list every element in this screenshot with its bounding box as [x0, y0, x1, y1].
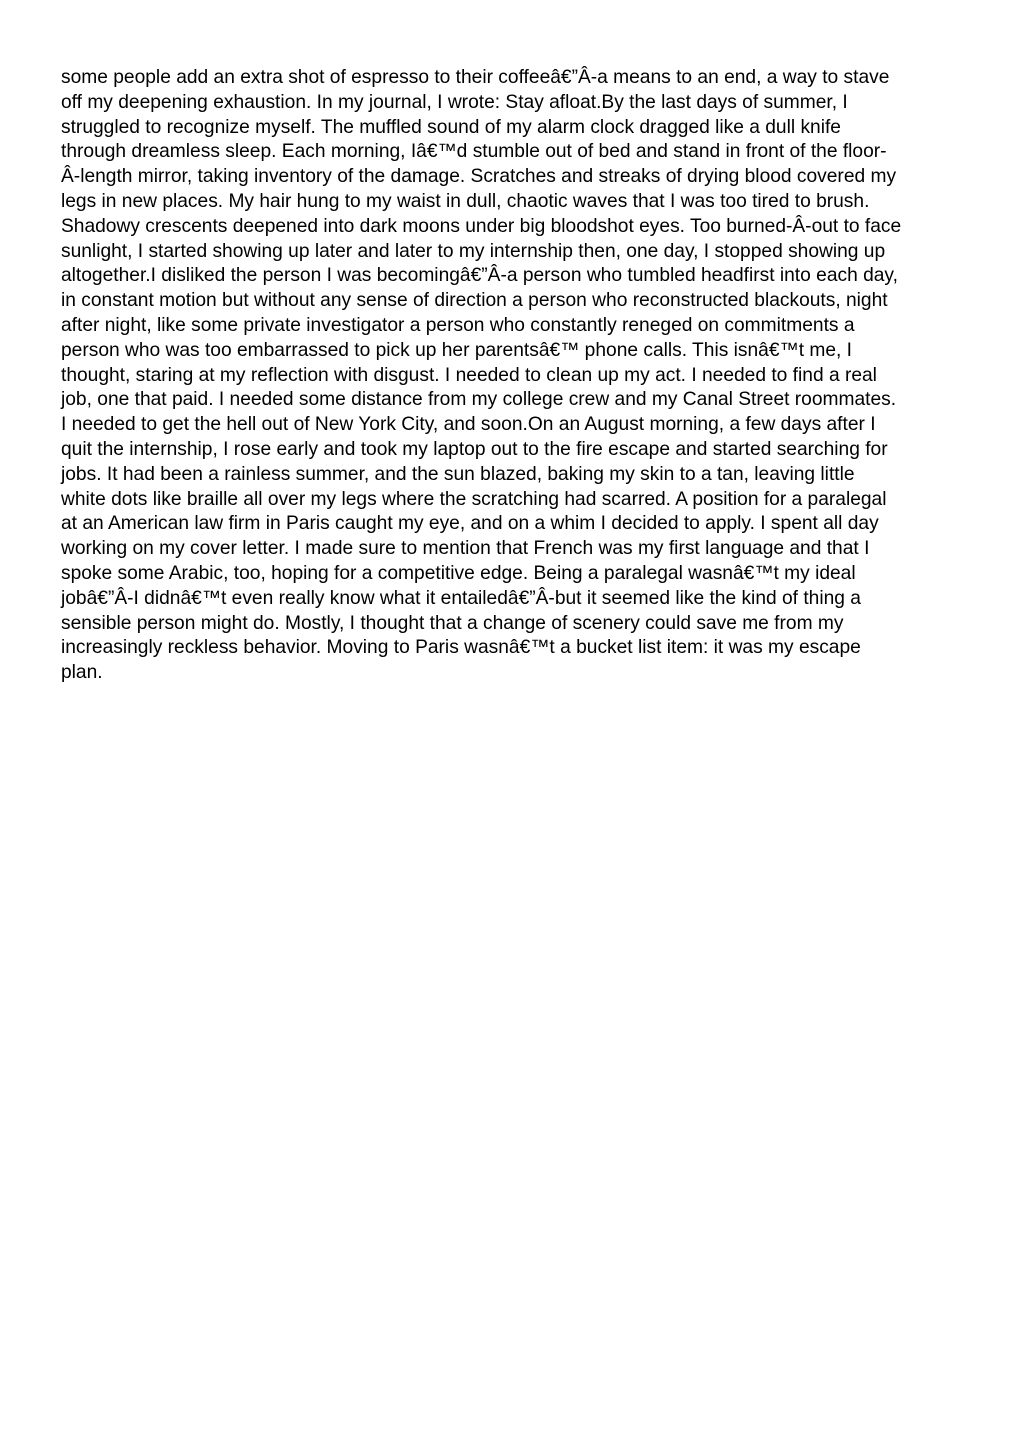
text-line: altogether.I disliked the person I was becomingâ€”Â-a person who tumbled headfirst into each day, — [61, 265, 898, 287]
text-line: jobs. It had been a rainless summer, and the sun blazed, baking my skin to a tan, leaving little — [61, 463, 855, 485]
text-line: jobâ€”Â-I didnâ€™t even really know what it entailedâ€”Â-but it seemed like the kind of thing a — [61, 587, 861, 609]
text-line: in constant motion but without any sense of direction a person who reconstructed blackouts, night — [61, 290, 888, 312]
text-line: some people add an extra shot of espresso to their coffeeâ€”Â-a means to an end, a way to stave — [61, 67, 890, 88]
text-line: thought, staring at my reflection with disgust. I needed to clean up my act. I needed to find a real — [61, 364, 877, 386]
text-line: through dreamless sleep. Each morning, Iâ€™d stumble out of bed and stand in front of the floor- — [61, 141, 887, 163]
body-text — [61, 66, 981, 686]
text-line: struggled to recognize myself. The muffled sound of my alarm clock dragged like a dull knife — [61, 116, 841, 138]
text-line: after night, like some private investigator a person who constantly reneged on commitments a — [61, 314, 855, 336]
text-line: working on my cover letter. I made sure to mention that French was my first language and that I — [61, 538, 870, 560]
text-line: at an American law firm in Paris caught my eye, and on a whim I decided to apply. I spent all day — [61, 513, 879, 535]
text-line: legs in new places. My hair hung to my waist in dull, chaotic waves that I was too tired to brush. — [61, 190, 870, 212]
text-line: sensible person might do. Mostly, I thought that a change of scenery could save me from my — [61, 612, 844, 634]
text-line: increasingly reckless behavior. Moving to Paris wasnâ€™t a bucket list item: it was my escape — [61, 637, 861, 659]
text-line: quit the internship, I rose early and took my laptop out to the fire escape and started searching for — [61, 438, 888, 460]
text-line: off my deepening exhaustion. In my journal, I wrote: Stay afloat.By the last days of summer, I — [61, 91, 848, 113]
text-line: white dots like braille all over my legs where the scratching had scarred. A position for a paralegal — [61, 488, 887, 510]
text-line: Â-length mirror, taking inventory of the damage. Scratches and streaks of drying blood covered my — [61, 166, 897, 188]
text-line: Shadowy crescents deepened into dark moons under big bloodshot eyes. Too burned-Â-out to face — [61, 215, 902, 237]
text-line: job, one that paid. I needed some distance from my college crew and my Canal Street roommates. — [61, 389, 897, 411]
text-line: I needed to get the hell out of New York City, and soon.On an August morning, a few days after I — [61, 414, 876, 436]
text-line: plan. — [61, 662, 103, 684]
text-line: sunlight, I started showing up later and later to my internship then, one day, I stopped showing up — [61, 240, 886, 262]
text-line: person who was too embarrassed to pick up her parentsâ€™ phone calls. This isnâ€™t me, I — [61, 339, 853, 361]
text-line: spoke some Arabic, too, hoping for a competitive edge. Being a paralegal wasnâ€™t my ideal — [61, 562, 856, 584]
